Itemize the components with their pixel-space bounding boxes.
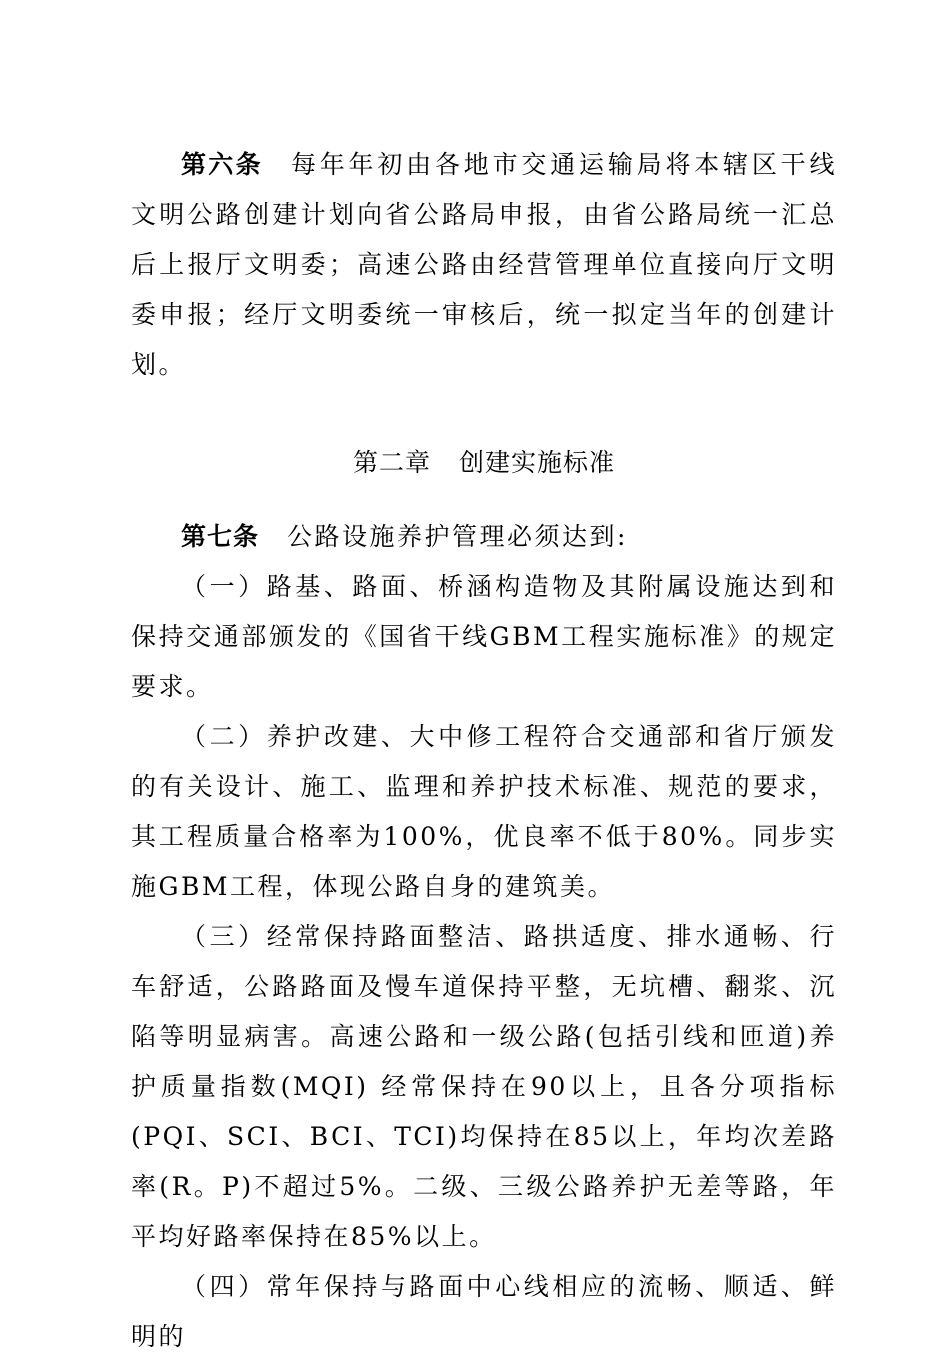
chapter-heading [131,438,837,488]
chapter-number: 第二章 [352,448,431,477]
chapter-title: 创建实施标准 [459,448,616,477]
article-6-text: 每年年初由各地市交通运输局将本辖区干线文明公路创建计划向省公路局申报，由省公路局统一汇总后上报厅文明委；高速公路由经营管理单位直接向厅文明委申报；经厅文明委统一审核后，统一拟定当年的创建计划。 [131,150,837,379]
item-2-paragraph: （二）养护改建、大中修工程符合交通部和省厅颁发的有关设计、施工、监理和养护技术标准、规范的要求，其工程质量合格率为100%，优良率不低于80%。同步实施GBM工程，体现公路自身的建筑美。 [131,722,837,901]
article-6-paragraph [131,140,837,390]
item-1-paragraph: （一）路基、路面、桥涵构造物及其附属设施达到和保持交通部颁发的《国省干线GBM工程实施标准》的规定要求。 [131,572,837,701]
article-7-text: 公路设施养护管理必须达到: [287,522,628,551]
item-4-paragraph: （四）常年保持与路面中心线相应的流畅、顺适、鲜明的 [131,1272,837,1351]
article-7-paragraph [131,512,837,562]
item-3-paragraph: （三）经常保持路面整洁、路拱适度、排水通畅、行车舒适，公路路面及慢车道保持平整，无坑槽、翻浆、沉陷等明显病害。高速公路和一级公路(包括引线和匝道)养护质量指数(MQI) 经常保持在90以上，且各分项指标(PQI、SCI、BCI、TCI)均保持在85以上，年均次差路率(R。P)不超过5%。二级、三级公路养护无差等路，年平均好路率保持在85%以上。 [131,922,837,1251]
article-7-label: 第七条 [181,522,260,551]
document-page [131,140,837,1362]
article-6-label: 第六条 [181,150,263,179]
